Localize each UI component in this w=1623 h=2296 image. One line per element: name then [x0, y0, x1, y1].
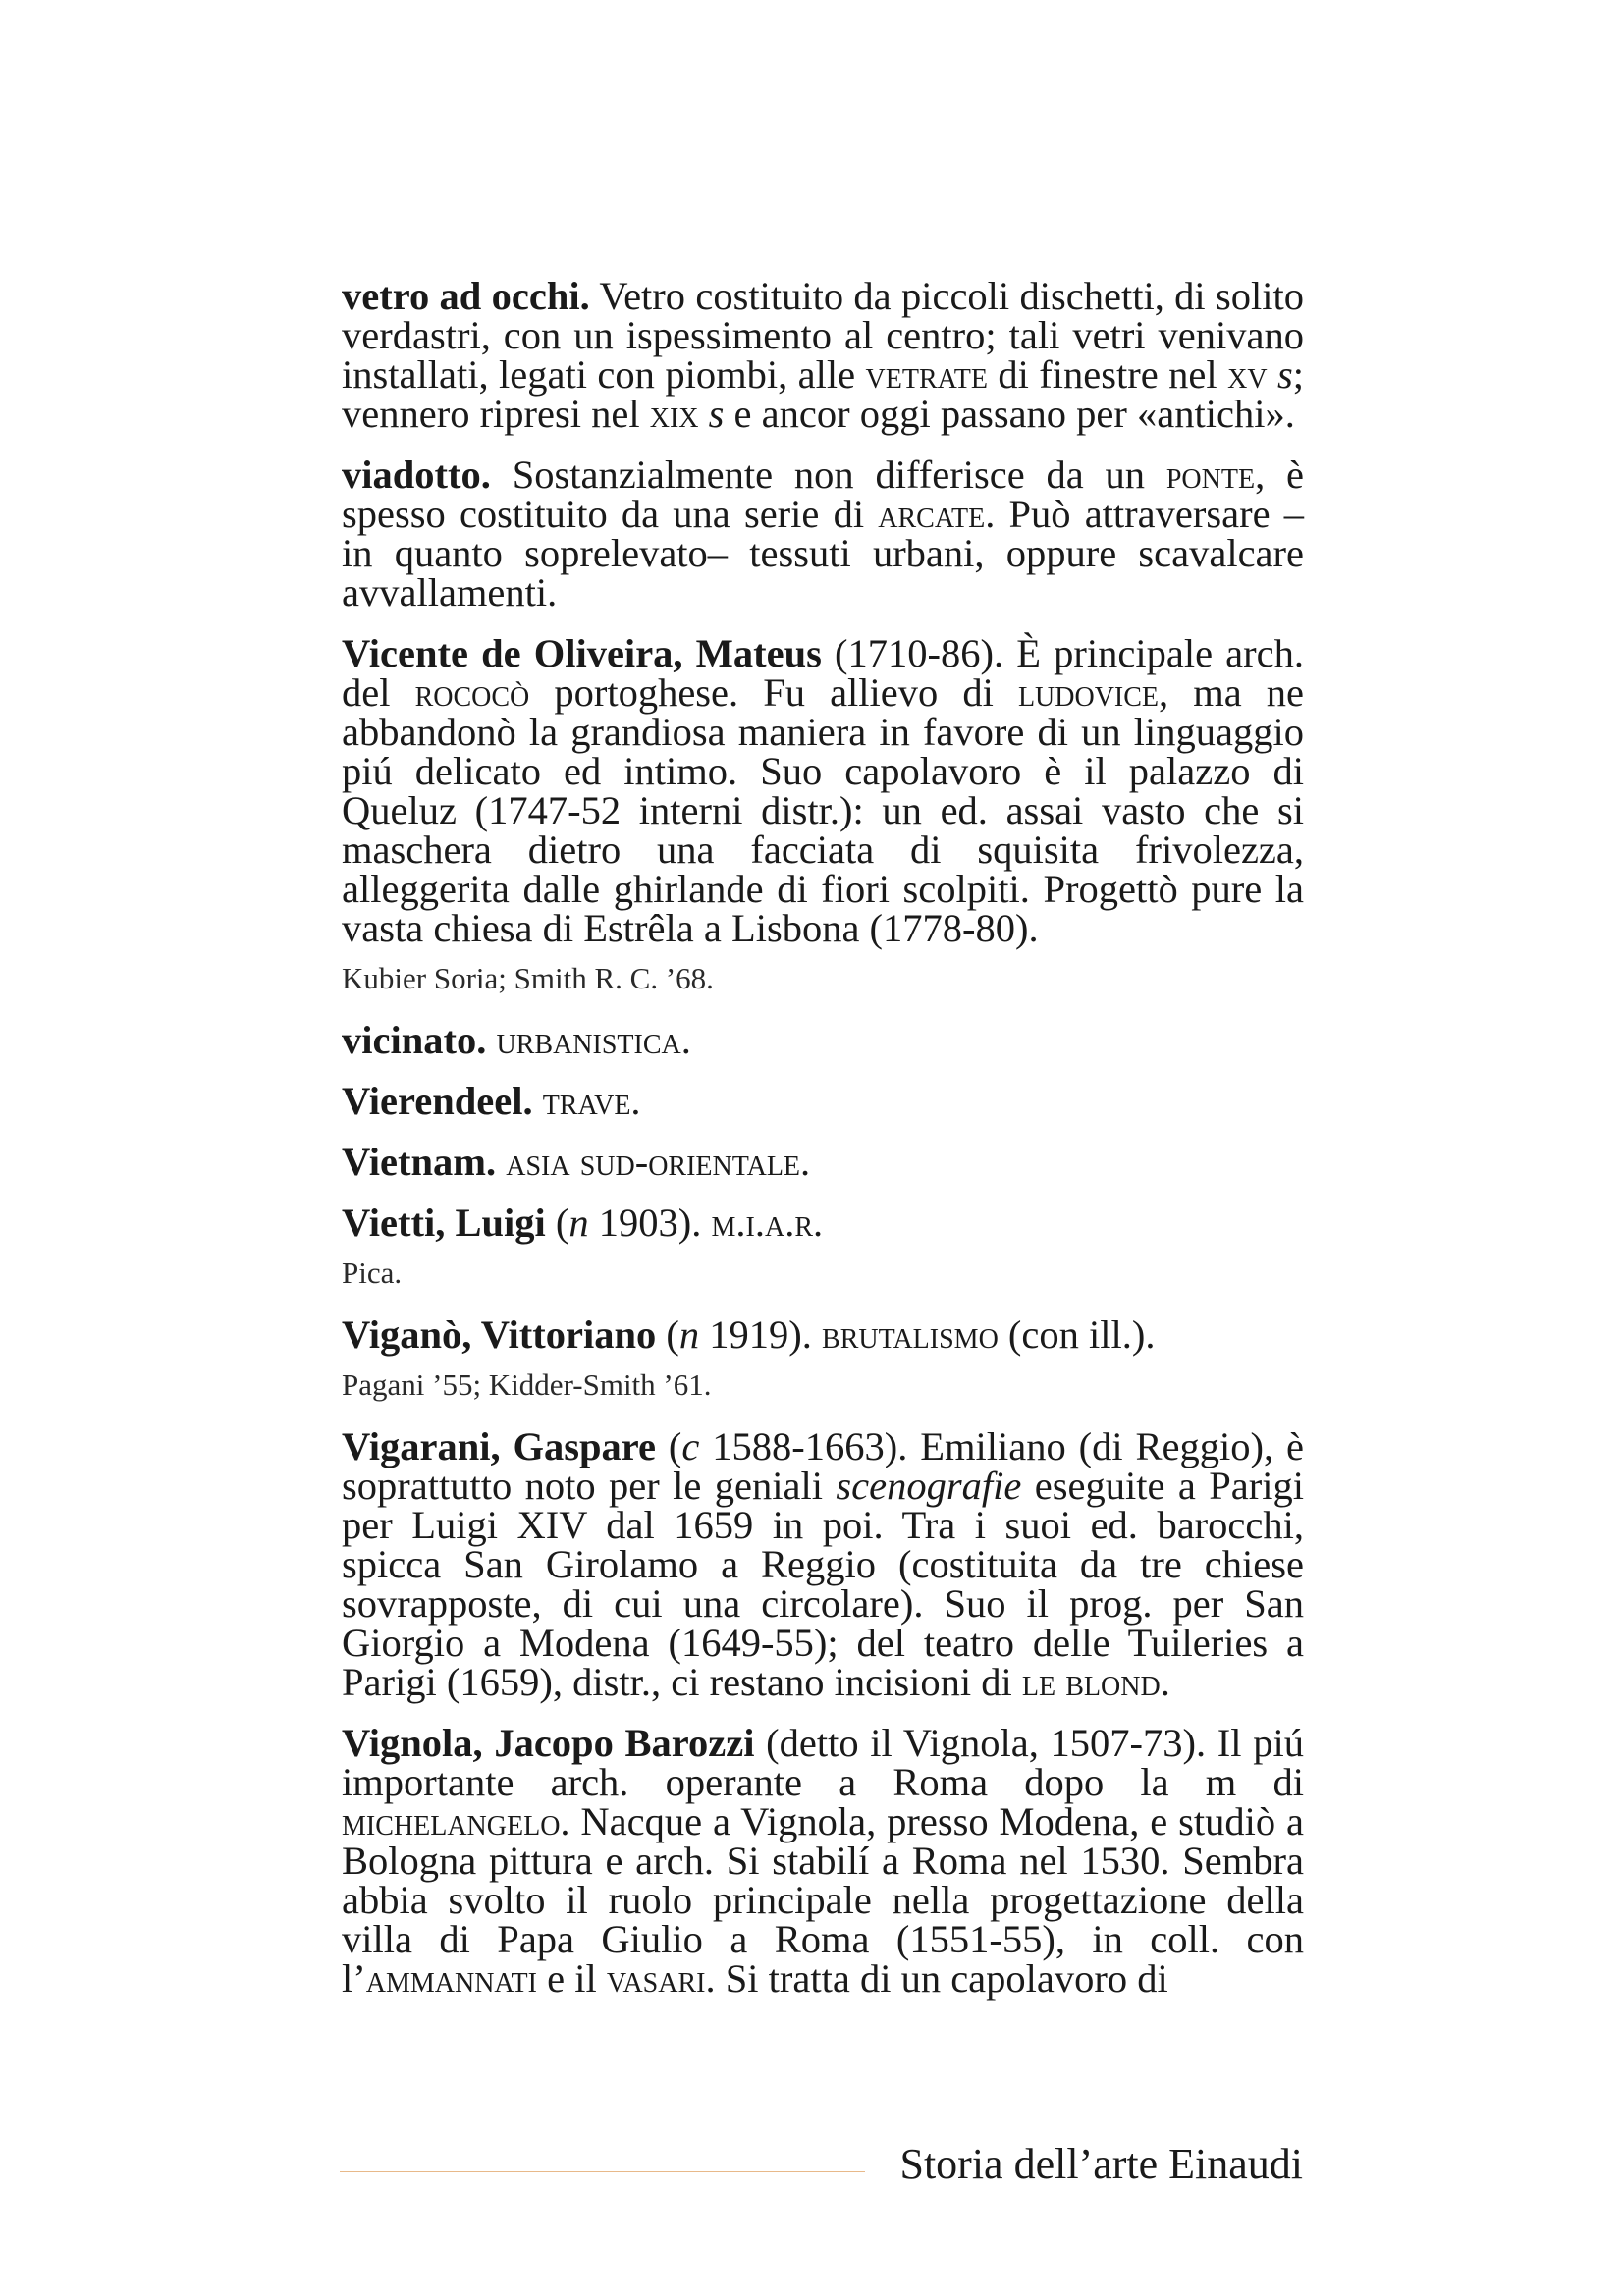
entry-text: Vetro costituito da piccoli dischetti, di solito verdastri, con un ispessimento al centro; tali vetri venivano installati, legati con piombi, alle [342, 274, 1304, 397]
entry-text: . [800, 1140, 811, 1184]
entry-text: . Nacque a Vignola, presso Modena, e studiò a Bologna pittura e arch. Si stabilí a Roma nel 1530. Sembra abbia svolto il ruolo principale nella progettazione della villa di Papa Giulio a Roma (1551-55), in coll. con l’ [342, 1799, 1304, 2001]
dictionary-entry [342, 1424, 1304, 1704]
dictionary-entry [342, 1140, 1304, 1184]
cross-reference: xix [649, 392, 699, 436]
dictionary-entry [342, 1203, 1304, 1243]
cross-reference: xv [1227, 352, 1268, 397]
entry-text: 1919). [699, 1312, 823, 1357]
italic-text: scenografie [836, 1464, 1022, 1508]
cross-reference: vasari [606, 1956, 706, 2001]
entry-text: ( [656, 1312, 679, 1357]
entry-text [496, 1140, 506, 1184]
cross-reference: m.i.a.r. [711, 1201, 824, 1245]
dictionary-entry [342, 1721, 1304, 2001]
dictionary-entry [342, 1079, 1304, 1123]
entry-text [699, 392, 709, 436]
cross-reference: ludovice [1017, 670, 1160, 715]
cross-reference: ammannati [365, 1956, 537, 2001]
entry-text: . [680, 1018, 691, 1062]
dictionary-entry [342, 274, 1305, 436]
entry-text [533, 1079, 543, 1123]
entry-text: e il [536, 1956, 607, 2001]
entry-text: ( [545, 1201, 569, 1245]
dictionary-entry [342, 1312, 1304, 1357]
entry-headword: Vignola, Jacopo Barozzi [342, 1721, 755, 1765]
cross-reference: urbanistica [496, 1018, 681, 1062]
entry-text: (con ill.). [998, 1312, 1156, 1357]
entry-text: , è spesso costituito da una serie di [342, 453, 1304, 536]
entry-text: e ancor oggi passano per «antichi». [724, 392, 1295, 436]
entry-text: 1903). [588, 1201, 712, 1245]
dictionary-entry [342, 1018, 1304, 1062]
entry-headword: Vicente de Oliveira, Mateus [342, 631, 822, 675]
entry-text: eseguite a Parigi per Luigi XIV dal 1659 in poi. Tra i suoi ed. barocchi, spicca San Girolamo a Reggio (costituita da tre chiese sovrapposte, di cui una circolare). Suo il prog. per San Giorgio a Modena (1649-55); del teatro delle Tuileries a Parigi (1659), distr., ci restano incisioni di [342, 1464, 1304, 1704]
entry-headword: Viganò, Vittoriano [342, 1312, 657, 1357]
cross-reference: michelangelo [342, 1799, 561, 1843]
dictionary-column [342, 274, 1305, 2020]
entry-headword: Vigarani, Gaspare [342, 1424, 657, 1468]
bibliography-reference: Pica. [342, 1255, 403, 1290]
italic-text: n [568, 1201, 589, 1245]
entry-text: , ma ne abbandonò la grandiosa maniera in favore di un linguaggio piú delicato ed intimo. Suo capolavoro è il palazzo di Queluz (1747-52 interni distr.): un ed. assai vasto che si maschera dietro una facciata di squisita frivolezza, alleggerita dalle ghirlande di fiori scolpiti. Progettò pure la vasta chiesa di Estrêla a Lisbona (1778-80). [342, 670, 1305, 950]
entry-headword: vicinato. [342, 1018, 487, 1062]
entry-text: . [1160, 1660, 1170, 1704]
cross-reference: asia sud-orientale [506, 1140, 801, 1184]
entry-text: 1588-1663). Emiliano (di Reggio), è soprattutto noto per le geniali [342, 1424, 1304, 1508]
cross-reference: brutalismo [822, 1312, 999, 1357]
entry-text: ( [656, 1424, 682, 1468]
footer-title: Storia dell’arte Einaudi [899, 2140, 1303, 2188]
italic-text: c [681, 1424, 700, 1468]
cross-reference: le blond [1021, 1660, 1161, 1704]
footer-rule [340, 2171, 865, 2172]
entry-headword: Vietnam. [342, 1140, 497, 1184]
entry-text: di finestre nel [987, 352, 1228, 397]
entry-text: . Può attraversare – in quanto soprelevato– tessuti urbani, oppure scavalcare avvallamenti. [342, 492, 1304, 614]
italic-text: s [708, 392, 725, 436]
cross-reference: arcate [878, 492, 986, 536]
cross-reference: ponte [1165, 453, 1256, 497]
entry-text: . [630, 1079, 641, 1123]
italic-text: s [1276, 352, 1293, 397]
bibliography-reference: Kubier Soria; Smith R. C. ’68. [342, 961, 714, 995]
entry-text: ; vennero ripresi nel [342, 352, 1305, 436]
italic-text: n [678, 1312, 700, 1357]
entry-headword: Vierendeel. [342, 1079, 533, 1123]
entry-text: portoghese. Fu allievo di [529, 670, 1018, 715]
entry-headword: vetro ad occhi. [342, 274, 590, 318]
cross-reference: vetrate [865, 352, 988, 397]
entry-headword: Vietti, Luigi [342, 1201, 546, 1245]
entry-text [1268, 352, 1277, 397]
entry-text: . Si tratta di un capolavoro di [705, 1956, 1168, 2001]
entry-text: (1710-86). È principale arch. del [342, 631, 1305, 715]
entry-headword: viadotto. [342, 453, 491, 497]
bibliography-reference: Pagani ’55; Kidder-Smith ’61. [342, 1367, 712, 1402]
entry-text [486, 1018, 496, 1062]
entry-text: (detto il Vignola, 1507-73). Il piú importante arch. operante a Roma dopo la m di [342, 1721, 1304, 1804]
dictionary-entry [342, 631, 1305, 950]
cross-reference: rococò [414, 670, 530, 715]
cross-reference: trave [542, 1079, 631, 1123]
entry-text: Sostanzialmente non differisce da un [490, 453, 1166, 497]
dictionary-entry [342, 455, 1304, 613]
